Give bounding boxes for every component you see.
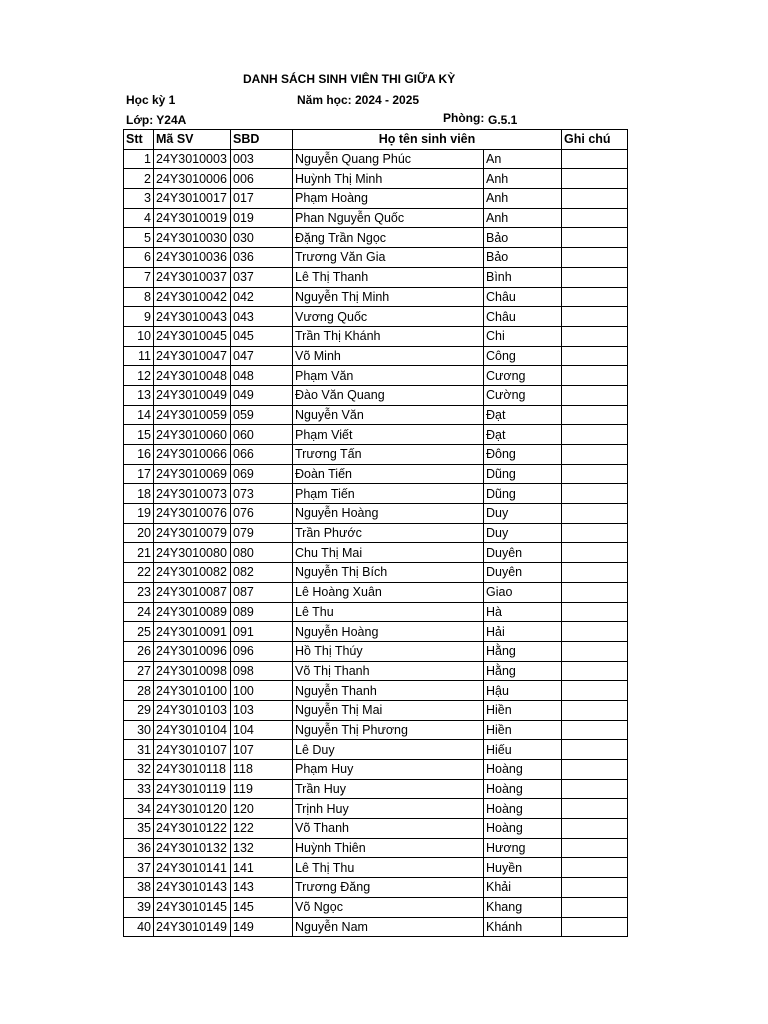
- cell-family-middle-name: Trương Văn Gia: [293, 248, 484, 268]
- cell-note: [562, 602, 628, 622]
- table-row: [124, 681, 628, 701]
- cell-sbd: 030: [231, 228, 293, 248]
- cell-sbd: 048: [231, 366, 293, 386]
- cell-sbd: 143: [231, 878, 293, 898]
- cell-given-name: Duyên: [484, 543, 562, 563]
- cell-family-middle-name: Huỳnh Thị Minh: [293, 169, 484, 189]
- cell-student-id: 24Y3010145: [154, 897, 231, 917]
- cell-family-middle-name: Lê Thị Thu: [293, 858, 484, 878]
- cell-stt: 34: [124, 799, 154, 819]
- cell-stt: 3: [124, 189, 154, 209]
- cell-given-name: Anh: [484, 169, 562, 189]
- cell-family-middle-name: Nguyễn Thị Minh: [293, 287, 484, 307]
- table-row: [124, 326, 628, 346]
- cell-note: [562, 228, 628, 248]
- table-row: [124, 740, 628, 760]
- cell-note: [562, 385, 628, 405]
- cell-given-name: Hằng: [484, 641, 562, 661]
- cell-sbd: 017: [231, 189, 293, 209]
- table-row: [124, 169, 628, 189]
- cell-student-id: 24Y3010069: [154, 464, 231, 484]
- table-row: [124, 720, 628, 740]
- cell-student-id: 24Y3010006: [154, 169, 231, 189]
- cell-sbd: 080: [231, 543, 293, 563]
- cell-student-id: 24Y3010019: [154, 208, 231, 228]
- cell-student-id: 24Y3010149: [154, 917, 231, 937]
- cell-sbd: 069: [231, 464, 293, 484]
- cell-stt: 28: [124, 681, 154, 701]
- cell-note: [562, 641, 628, 661]
- cell-sbd: 076: [231, 504, 293, 524]
- table-row: [124, 641, 628, 661]
- student-roster-table: [123, 129, 628, 937]
- cell-student-id: 24Y3010091: [154, 622, 231, 642]
- cell-stt: 27: [124, 661, 154, 681]
- cell-note: [562, 189, 628, 209]
- table-row: [124, 425, 628, 445]
- cell-student-id: 24Y3010082: [154, 563, 231, 583]
- table-row: [124, 602, 628, 622]
- cell-stt: 36: [124, 838, 154, 858]
- cell-stt: 12: [124, 366, 154, 386]
- cell-stt: 6: [124, 248, 154, 268]
- table-body: [124, 149, 628, 937]
- cell-family-middle-name: Lê Duy: [293, 740, 484, 760]
- cell-sbd: 045: [231, 326, 293, 346]
- cell-sbd: 091: [231, 622, 293, 642]
- cell-sbd: 036: [231, 248, 293, 268]
- cell-sbd: 060: [231, 425, 293, 445]
- cell-stt: 22: [124, 563, 154, 583]
- cell-student-id: 24Y3010048: [154, 366, 231, 386]
- table-row: [124, 622, 628, 642]
- cell-given-name: Công: [484, 346, 562, 366]
- cell-stt: 15: [124, 425, 154, 445]
- cell-student-id: 24Y3010132: [154, 838, 231, 858]
- cell-note: [562, 326, 628, 346]
- table-row: [124, 838, 628, 858]
- table-row: [124, 484, 628, 504]
- cell-note: [562, 366, 628, 386]
- cell-family-middle-name: Phạm Tiến: [293, 484, 484, 504]
- cell-stt: 40: [124, 917, 154, 937]
- cell-given-name: Bảo: [484, 228, 562, 248]
- cell-given-name: Duy: [484, 523, 562, 543]
- cell-student-id: 24Y3010045: [154, 326, 231, 346]
- cell-student-id: 24Y3010043: [154, 307, 231, 327]
- cell-given-name: Cường: [484, 385, 562, 405]
- cell-student-id: 24Y3010047: [154, 346, 231, 366]
- cell-stt: 17: [124, 464, 154, 484]
- cell-sbd: 107: [231, 740, 293, 760]
- cell-given-name: Hằng: [484, 661, 562, 681]
- table-row: [124, 208, 628, 228]
- cell-given-name: Châu: [484, 287, 562, 307]
- cell-note: [562, 760, 628, 780]
- cell-stt: 32: [124, 760, 154, 780]
- cell-sbd: 043: [231, 307, 293, 327]
- table-row: [124, 760, 628, 780]
- cell-note: [562, 858, 628, 878]
- cell-family-middle-name: Trương Tấn: [293, 445, 484, 465]
- cell-given-name: Duy: [484, 504, 562, 524]
- cell-sbd: 049: [231, 385, 293, 405]
- cell-note: [562, 543, 628, 563]
- cell-family-middle-name: Võ Ngọc: [293, 897, 484, 917]
- cell-stt: 39: [124, 897, 154, 917]
- cell-stt: 31: [124, 740, 154, 760]
- cell-sbd: 006: [231, 169, 293, 189]
- cell-given-name: Đạt: [484, 405, 562, 425]
- cell-sbd: 096: [231, 641, 293, 661]
- cell-given-name: Hoàng: [484, 819, 562, 839]
- cell-student-id: 24Y3010003: [154, 149, 231, 169]
- cell-family-middle-name: Nguyễn Quang Phúc: [293, 149, 484, 169]
- cell-student-id: 24Y3010122: [154, 819, 231, 839]
- cell-sbd: 120: [231, 799, 293, 819]
- cell-given-name: Khánh: [484, 917, 562, 937]
- table-row: [124, 878, 628, 898]
- cell-note: [562, 504, 628, 524]
- cell-note: [562, 425, 628, 445]
- cell-stt: 8: [124, 287, 154, 307]
- cell-family-middle-name: Phan Nguyễn Quốc: [293, 208, 484, 228]
- cell-given-name: Anh: [484, 208, 562, 228]
- cell-student-id: 24Y3010060: [154, 425, 231, 445]
- table-row: [124, 189, 628, 209]
- cell-stt: 35: [124, 819, 154, 839]
- cell-family-middle-name: Nguyễn Thị Bích: [293, 563, 484, 583]
- semester-label: Học kỳ 1: [126, 93, 176, 107]
- cell-stt: 10: [124, 326, 154, 346]
- cell-sbd: 100: [231, 681, 293, 701]
- cell-family-middle-name: Võ Thị Thanh: [293, 661, 484, 681]
- cell-student-id: 24Y3010017: [154, 189, 231, 209]
- cell-family-middle-name: Nguyễn Thị Phương: [293, 720, 484, 740]
- cell-family-middle-name: Huỳnh Thiên: [293, 838, 484, 858]
- cell-sbd: 089: [231, 602, 293, 622]
- cell-family-middle-name: Lê Thu: [293, 602, 484, 622]
- cell-sbd: 037: [231, 267, 293, 287]
- cell-note: [562, 445, 628, 465]
- cell-family-middle-name: Trần Huy: [293, 779, 484, 799]
- cell-given-name: Hiếu: [484, 740, 562, 760]
- cell-stt: 23: [124, 582, 154, 602]
- cell-stt: 9: [124, 307, 154, 327]
- cell-family-middle-name: Phạm Viết: [293, 425, 484, 445]
- cell-student-id: 24Y3010096: [154, 641, 231, 661]
- cell-student-id: 24Y3010104: [154, 720, 231, 740]
- cell-sbd: 073: [231, 484, 293, 504]
- table-row: [124, 228, 628, 248]
- cell-student-id: 24Y3010103: [154, 700, 231, 720]
- cell-student-id: 24Y3010079: [154, 523, 231, 543]
- cell-family-middle-name: Đặng Trần Ngọc: [293, 228, 484, 248]
- cell-stt: 13: [124, 385, 154, 405]
- cell-student-id: 24Y3010066: [154, 445, 231, 465]
- cell-given-name: Khải: [484, 878, 562, 898]
- cell-family-middle-name: Nguyễn Thanh: [293, 681, 484, 701]
- cell-student-id: 24Y3010143: [154, 878, 231, 898]
- cell-family-middle-name: Nguyễn Nam: [293, 917, 484, 937]
- cell-sbd: 019: [231, 208, 293, 228]
- cell-sbd: 047: [231, 346, 293, 366]
- cell-given-name: Hương: [484, 838, 562, 858]
- table-row: [124, 366, 628, 386]
- cell-sbd: 059: [231, 405, 293, 425]
- cell-note: [562, 838, 628, 858]
- table-row: [124, 799, 628, 819]
- cell-family-middle-name: Lê Hoàng Xuân: [293, 582, 484, 602]
- cell-family-middle-name: Nguyễn Hoàng: [293, 622, 484, 642]
- cell-sbd: 066: [231, 445, 293, 465]
- cell-sbd: 003: [231, 149, 293, 169]
- cell-family-middle-name: Nguyễn Văn: [293, 405, 484, 425]
- school-year-label: Năm học: 2024 - 2025: [297, 93, 420, 107]
- cell-note: [562, 149, 628, 169]
- cell-student-id: 24Y3010036: [154, 248, 231, 268]
- document-title: DANH SÁCH SINH VIÊN THI GIỮA KỲ: [243, 72, 456, 86]
- room-value: G.5.1: [488, 113, 518, 127]
- cell-sbd: 103: [231, 700, 293, 720]
- cell-note: [562, 169, 628, 189]
- cell-sbd: 149: [231, 917, 293, 937]
- cell-given-name: Hoàng: [484, 799, 562, 819]
- cell-given-name: Hà: [484, 602, 562, 622]
- table-row: [124, 464, 628, 484]
- cell-stt: 2: [124, 169, 154, 189]
- cell-given-name: Anh: [484, 189, 562, 209]
- cell-family-middle-name: Hồ Thị Thúy: [293, 641, 484, 661]
- cell-given-name: Cương: [484, 366, 562, 386]
- cell-note: [562, 661, 628, 681]
- cell-student-id: 24Y3010089: [154, 602, 231, 622]
- cell-sbd: 082: [231, 563, 293, 583]
- cell-note: [562, 720, 628, 740]
- table-row: [124, 858, 628, 878]
- table-row: [124, 819, 628, 839]
- cell-given-name: Hiền: [484, 720, 562, 740]
- table-row: [124, 563, 628, 583]
- table-row: [124, 661, 628, 681]
- cell-family-middle-name: Trần Thị Khánh: [293, 326, 484, 346]
- cell-sbd: 098: [231, 661, 293, 681]
- cell-stt: 24: [124, 602, 154, 622]
- table-row: [124, 287, 628, 307]
- cell-given-name: Hậu: [484, 681, 562, 701]
- cell-stt: 7: [124, 267, 154, 287]
- cell-note: [562, 267, 628, 287]
- cell-given-name: Bình: [484, 267, 562, 287]
- table-row: [124, 917, 628, 937]
- table-row: [124, 700, 628, 720]
- table-row: [124, 346, 628, 366]
- cell-stt: 11: [124, 346, 154, 366]
- cell-note: [562, 917, 628, 937]
- table-row: [124, 897, 628, 917]
- cell-student-id: 24Y3010042: [154, 287, 231, 307]
- cell-stt: 33: [124, 779, 154, 799]
- class-label: Lớp: Y24A: [126, 113, 187, 127]
- cell-given-name: Hoàng: [484, 760, 562, 780]
- room-label: Phòng:: [443, 111, 485, 125]
- column-header-full-name: Họ tên sinh viên: [293, 130, 562, 150]
- cell-family-middle-name: Nguyễn Hoàng: [293, 504, 484, 524]
- cell-stt: 19: [124, 504, 154, 524]
- cell-stt: 4: [124, 208, 154, 228]
- cell-note: [562, 287, 628, 307]
- column-header-note: Ghi chú: [562, 130, 628, 150]
- table-row: [124, 543, 628, 563]
- cell-sbd: 118: [231, 760, 293, 780]
- cell-student-id: 24Y3010119: [154, 779, 231, 799]
- cell-note: [562, 405, 628, 425]
- table-row: [124, 445, 628, 465]
- cell-stt: 29: [124, 700, 154, 720]
- cell-given-name: Dũng: [484, 464, 562, 484]
- cell-sbd: 087: [231, 582, 293, 602]
- cell-note: [562, 799, 628, 819]
- cell-student-id: 24Y3010037: [154, 267, 231, 287]
- cell-given-name: Chi: [484, 326, 562, 346]
- cell-stt: 37: [124, 858, 154, 878]
- table-row: [124, 405, 628, 425]
- cell-stt: 14: [124, 405, 154, 425]
- table-row: [124, 307, 628, 327]
- cell-family-middle-name: Võ Thanh: [293, 819, 484, 839]
- cell-stt: 30: [124, 720, 154, 740]
- cell-family-middle-name: Đào Văn Quang: [293, 385, 484, 405]
- cell-sbd: 119: [231, 779, 293, 799]
- table-row: [124, 149, 628, 169]
- cell-given-name: Duyên: [484, 563, 562, 583]
- cell-student-id: 24Y3010049: [154, 385, 231, 405]
- cell-sbd: 104: [231, 720, 293, 740]
- cell-student-id: 24Y3010087: [154, 582, 231, 602]
- cell-sbd: 042: [231, 287, 293, 307]
- cell-given-name: Dũng: [484, 484, 562, 504]
- cell-note: [562, 208, 628, 228]
- cell-sbd: 079: [231, 523, 293, 543]
- cell-stt: 1: [124, 149, 154, 169]
- cell-family-middle-name: Phạm Hoàng: [293, 189, 484, 209]
- cell-family-middle-name: Võ Minh: [293, 346, 484, 366]
- cell-sbd: 132: [231, 838, 293, 858]
- cell-student-id: 24Y3010080: [154, 543, 231, 563]
- cell-note: [562, 248, 628, 268]
- cell-stt: 26: [124, 641, 154, 661]
- cell-given-name: Hoàng: [484, 779, 562, 799]
- cell-student-id: 24Y3010118: [154, 760, 231, 780]
- cell-note: [562, 346, 628, 366]
- cell-family-middle-name: Phạm Huy: [293, 760, 484, 780]
- cell-sbd: 122: [231, 819, 293, 839]
- table-row: [124, 779, 628, 799]
- table-header-row: [124, 130, 628, 150]
- cell-note: [562, 484, 628, 504]
- cell-family-middle-name: Nguyễn Thị Mai: [293, 700, 484, 720]
- cell-note: [562, 681, 628, 701]
- cell-student-id: 24Y3010107: [154, 740, 231, 760]
- cell-note: [562, 307, 628, 327]
- cell-student-id: 24Y3010059: [154, 405, 231, 425]
- cell-family-middle-name: Vương Quốc: [293, 307, 484, 327]
- cell-stt: 38: [124, 878, 154, 898]
- cell-family-middle-name: Chu Thị Mai: [293, 543, 484, 563]
- cell-note: [562, 779, 628, 799]
- cell-note: [562, 897, 628, 917]
- table-row: [124, 523, 628, 543]
- cell-given-name: Châu: [484, 307, 562, 327]
- cell-stt: 16: [124, 445, 154, 465]
- cell-student-id: 24Y3010076: [154, 504, 231, 524]
- cell-given-name: Đạt: [484, 425, 562, 445]
- cell-given-name: Hải: [484, 622, 562, 642]
- cell-given-name: Bảo: [484, 248, 562, 268]
- cell-family-middle-name: Trần Phước: [293, 523, 484, 543]
- cell-stt: 18: [124, 484, 154, 504]
- cell-note: [562, 464, 628, 484]
- cell-student-id: 24Y3010073: [154, 484, 231, 504]
- table-row: [124, 385, 628, 405]
- table-row: [124, 248, 628, 268]
- cell-note: [562, 878, 628, 898]
- table-row: [124, 267, 628, 287]
- cell-family-middle-name: Trương Đăng: [293, 878, 484, 898]
- cell-note: [562, 740, 628, 760]
- cell-sbd: 141: [231, 858, 293, 878]
- column-header-stt: Stt: [124, 130, 154, 150]
- cell-note: [562, 523, 628, 543]
- cell-stt: 25: [124, 622, 154, 642]
- cell-stt: 5: [124, 228, 154, 248]
- cell-note: [562, 622, 628, 642]
- cell-student-id: 24Y3010030: [154, 228, 231, 248]
- column-header-student-id: Mã SV: [154, 130, 231, 150]
- cell-given-name: An: [484, 149, 562, 169]
- cell-note: [562, 563, 628, 583]
- cell-family-middle-name: Đoàn Tiến: [293, 464, 484, 484]
- cell-given-name: Huyền: [484, 858, 562, 878]
- cell-given-name: Giao: [484, 582, 562, 602]
- cell-family-middle-name: Trịnh Huy: [293, 799, 484, 819]
- cell-student-id: 24Y3010141: [154, 858, 231, 878]
- cell-sbd: 145: [231, 897, 293, 917]
- cell-student-id: 24Y3010098: [154, 661, 231, 681]
- cell-stt: 21: [124, 543, 154, 563]
- cell-student-id: 24Y3010120: [154, 799, 231, 819]
- cell-given-name: Hiền: [484, 700, 562, 720]
- cell-note: [562, 582, 628, 602]
- cell-stt: 20: [124, 523, 154, 543]
- cell-student-id: 24Y3010100: [154, 681, 231, 701]
- cell-family-middle-name: Lê Thị Thanh: [293, 267, 484, 287]
- cell-given-name: Đông: [484, 445, 562, 465]
- column-header-sbd: SBD: [231, 130, 293, 150]
- table-row: [124, 504, 628, 524]
- cell-given-name: Khang: [484, 897, 562, 917]
- cell-family-middle-name: Phạm Văn: [293, 366, 484, 386]
- cell-note: [562, 819, 628, 839]
- cell-note: [562, 700, 628, 720]
- table-row: [124, 582, 628, 602]
